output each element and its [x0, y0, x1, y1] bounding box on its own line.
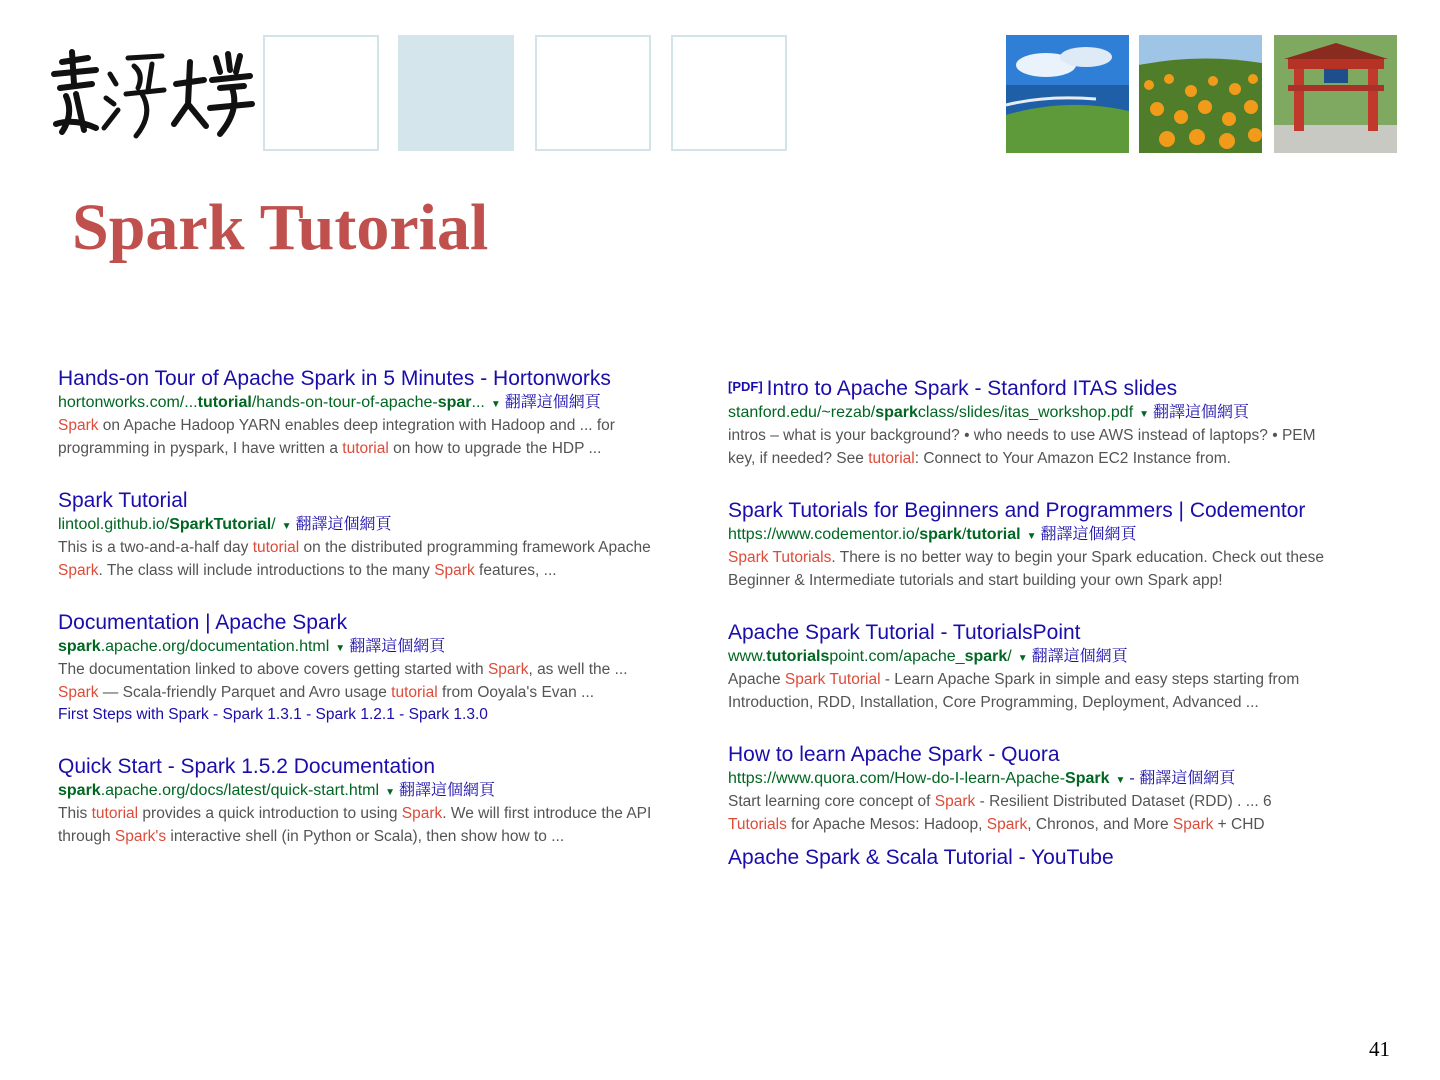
url-part: class/slides/itas_workshop.pdf — [917, 404, 1134, 421]
ntu-calligraphy-logo — [44, 44, 256, 148]
page-number: 41 — [1369, 1037, 1390, 1061]
snippet-text: programming in pyspark, I have written a — [58, 439, 343, 457]
snippet-text: key, if needed? See — [728, 449, 869, 467]
translate-page-link[interactable]: 翻譯這個網頁 — [1031, 648, 1128, 665]
result-snippet-line — [728, 791, 1388, 814]
snippet-text: on the distributed programming framework Apache — [299, 539, 651, 556]
url-part: spar — [437, 394, 472, 411]
snippet-keyword: Spark Tutorials — [728, 549, 832, 566]
search-result — [728, 742, 1388, 836]
url-part: tutorial — [197, 394, 252, 411]
url-part: lintool.github.io/ — [58, 516, 170, 533]
result-title-text[interactable]: How to learn Apache Spark - Quora — [728, 743, 1060, 766]
result-url — [728, 646, 1388, 669]
cutoff-result-title[interactable]: Apache Spark & Scala Tutorial - YouTube — [728, 846, 1114, 869]
result-url — [728, 524, 1388, 547]
snippet-text: features, ... — [474, 561, 557, 579]
url-part: Spark — [1065, 770, 1110, 787]
snippet-keyword: tutorial — [252, 539, 300, 556]
url-part: ... — [471, 394, 485, 411]
url-part: SparkTutorial — [169, 516, 272, 533]
result-title-link[interactable] — [728, 498, 1388, 524]
dropdown-arrow-icon[interactable]: ▼ — [490, 399, 501, 410]
result-url — [58, 392, 708, 415]
snippet-keyword: Spark — [487, 661, 529, 678]
snippet-text: This — [58, 805, 92, 822]
result-snippet-line — [58, 560, 708, 583]
search-results-left-column — [58, 366, 708, 876]
result-snippet-line — [728, 448, 1388, 471]
snippet-keyword: Spark — [401, 805, 443, 822]
search-results-right-column — [728, 374, 1388, 864]
url-part: .apache.org/docs/latest/quick-start.html — [100, 782, 380, 799]
result-url — [728, 402, 1388, 425]
search-result — [728, 374, 1388, 470]
result-snippet-line — [58, 803, 708, 826]
snippet-keyword: Spark Tutorial — [784, 671, 881, 688]
snippet-text: from Ooyala's Evan ... — [437, 683, 594, 701]
result-title-text[interactable]: Intro to Apache Spark - Stanford ITAS slides — [766, 377, 1178, 400]
url-part: spark — [58, 638, 101, 655]
result-title-text[interactable]: Apache Spark Tutorial - TutorialsPoint — [728, 621, 1081, 644]
snippet-text: , Chronos, and More — [1027, 815, 1173, 833]
snippet-text: Introduction, RDD, Installation, Core Programming, Deployment, Advanced ... — [728, 693, 1259, 711]
translate-page-link[interactable]: 翻譯這個網頁 — [504, 394, 601, 411]
snippet-text: The documentation linked to above covers getting started with — [58, 661, 488, 678]
result-title-text[interactable]: Spark Tutorials for Beginners and Programmers | Codementor — [728, 499, 1306, 522]
result-url — [728, 768, 1388, 791]
result-url — [58, 514, 708, 537]
cutoff-result — [728, 846, 1148, 869]
snippet-keyword: Tutorials — [728, 815, 787, 833]
snippet-text: interactive shell (in Python or Scala), then show how to ... — [166, 827, 565, 845]
dropdown-arrow-icon[interactable]: ▼ — [335, 643, 346, 654]
dropdown-arrow-icon[interactable]: ▼ — [1026, 531, 1037, 542]
snippet-text: - Resilient Distributed Dataset (RDD) . ... 6 — [975, 793, 1272, 810]
result-title-link[interactable] — [58, 488, 708, 514]
snippet-keyword: Spark — [58, 561, 99, 579]
result-snippet-line — [58, 438, 708, 461]
snippet-text: Apache — [728, 671, 785, 688]
url-part: / — [1007, 648, 1012, 665]
result-url — [58, 636, 708, 659]
snippet-text: , as well the ... — [528, 661, 628, 678]
dropdown-arrow-icon[interactable]: ▼ — [1139, 409, 1150, 420]
translate-page-link[interactable]: 翻譯這個網頁 — [1040, 526, 1137, 543]
snippet-keyword: tutorial — [391, 683, 438, 701]
url-part: https://www.codementor.io/ — [728, 526, 920, 543]
snippet-keyword: tutorial — [91, 805, 139, 822]
url-part: /hands-on-tour-of-apache- — [251, 394, 438, 411]
translate-page-link[interactable]: 翻譯這個網頁 — [1139, 770, 1236, 787]
snippet-text: provides a quick introduction to using — [138, 805, 402, 822]
result-snippet-line — [728, 669, 1388, 692]
logo-calligraphy-graphic — [44, 44, 256, 148]
search-result — [58, 366, 708, 460]
coastline-photo — [1006, 35, 1129, 153]
result-title-text[interactable]: Quick Start - Spark 1.5.2 Documentation — [58, 755, 436, 778]
url-part: / — [961, 526, 967, 543]
search-result — [728, 498, 1388, 592]
snippet-keyword: Spark's — [114, 827, 167, 845]
url-part: stanford.edu/~rezab/ — [728, 404, 876, 421]
snippet-text: Beginner & Intermediate tutorials and start building your own Spark app! — [728, 571, 1223, 589]
url-part: https://www.quora.com/How-do-I-learn-Apache- — [728, 770, 1066, 787]
translate-page-link[interactable]: 翻譯這個網頁 — [398, 782, 495, 799]
snippet-text: + CHD — [1213, 815, 1265, 833]
url-part: hortonworks.com/... — [58, 394, 198, 411]
result-title-text[interactable]: Hands-on Tour of Apache Spark in 5 Minutes - Hortonworks — [58, 367, 611, 390]
url-part: spark — [58, 782, 101, 799]
header-square-3 — [535, 35, 651, 151]
result-snippet-line — [728, 814, 1388, 837]
result-title-link[interactable] — [728, 374, 1388, 402]
result-snippet-line — [728, 570, 1388, 593]
result-title-text[interactable]: Spark Tutorial — [58, 489, 188, 512]
url-part: www. — [728, 648, 767, 665]
snippet-text: — Scala-friendly Parquet and Avro usage — [98, 683, 392, 701]
snippet-keyword: tutorial — [868, 449, 915, 467]
dropdown-arrow-icon[interactable]: ▼ — [281, 521, 292, 532]
translate-page-link[interactable]: 翻譯這個網頁 — [295, 516, 392, 533]
snippet-text: . We will first introduce the API — [442, 805, 652, 822]
snippet-text: . The class will include introductions to the many — [98, 561, 435, 579]
snippet-text: : Connect to Your Amazon EC2 Instance from. — [914, 449, 1231, 467]
result-snippet-line — [728, 425, 1388, 448]
slide-title: Spark Tutorial — [72, 191, 489, 264]
snippet-text: through — [58, 827, 115, 845]
snippet-keyword: Spark — [58, 417, 99, 434]
snippet-keyword: Spark — [986, 815, 1028, 833]
snippet-keyword: Spark — [434, 561, 475, 579]
result-snippet-line — [58, 682, 708, 705]
url-part: tutorial — [966, 526, 1021, 543]
snippet-keyword: Spark — [934, 793, 976, 810]
url-part: point.com/apache_ — [829, 648, 965, 665]
snippet-text: This is a two-and-a-half day — [58, 539, 253, 556]
header-square-1 — [263, 35, 379, 151]
header-square-2 — [398, 35, 514, 151]
search-result — [58, 488, 708, 582]
result-title-link[interactable] — [58, 610, 708, 636]
snippet-text: intros – what is your background? • who needs to use AWS instead of laptops? • PEM — [728, 427, 1316, 444]
snippet-text: Start learning core concept of — [728, 793, 935, 810]
url-part: / — [271, 516, 276, 533]
result-snippet-line — [728, 547, 1388, 570]
snippet-text: on Apache Hadoop YARN enables deep integration with Hadoop and ... for — [98, 417, 615, 434]
result-title-link[interactable] — [728, 742, 1388, 768]
header-square-4 — [671, 35, 787, 151]
result-snippet-line — [58, 537, 708, 560]
url-part: spark — [875, 404, 918, 421]
dropdown-arrow-icon[interactable]: ▼ — [1017, 653, 1028, 664]
result-snippet-line — [58, 826, 708, 849]
search-result — [728, 620, 1388, 714]
snippet-text: - Learn Apache Spark in simple and easy steps starting from — [880, 671, 1300, 688]
pdf-badge: [PDF] — [728, 379, 763, 394]
dropdown-arrow-icon[interactable]: ▼ — [385, 787, 395, 798]
dropdown-arrow-icon[interactable]: ▼ — [1115, 775, 1126, 786]
url-part: spark — [964, 648, 1008, 665]
snippet-keyword: Spark — [1172, 815, 1214, 833]
result-snippet-line — [728, 692, 1388, 715]
result-title-link[interactable] — [728, 620, 1388, 646]
snippet-text: for Apache Mesos: Hadoop, — [786, 815, 987, 833]
snippet-text: on how to upgrade the HDP ... — [388, 439, 602, 457]
snippet-keyword: Spark — [58, 683, 99, 701]
search-result — [58, 754, 708, 848]
result-title-link[interactable] — [58, 366, 708, 392]
temple-gate-photo — [1274, 35, 1397, 153]
result-title-text[interactable]: Documentation | Apache Spark — [58, 611, 348, 634]
result-sitelinks[interactable]: First Steps with Spark - Spark 1.3.1 - Spark 1.2.1 - Spark 1.3.0 — [58, 706, 488, 723]
url-part: tutorials — [766, 648, 830, 665]
search-result — [58, 610, 708, 726]
daylily-field-photo — [1139, 35, 1262, 153]
result-url — [58, 780, 708, 803]
snippet-text: . There is no better way to begin your Spark education. Check out these — [831, 549, 1324, 566]
translate-separator: - — [1129, 770, 1140, 787]
result-title-link[interactable] — [58, 754, 708, 780]
url-part: .apache.org/documentation.html — [100, 638, 330, 655]
translate-page-link[interactable]: 翻譯這個網頁 — [1153, 404, 1250, 421]
result-snippet-line — [58, 659, 708, 682]
snippet-keyword: tutorial — [342, 439, 389, 457]
translate-page-link[interactable]: 翻譯這個網頁 — [349, 638, 446, 655]
result-snippet-line — [58, 415, 708, 438]
url-part: spark — [919, 526, 962, 543]
